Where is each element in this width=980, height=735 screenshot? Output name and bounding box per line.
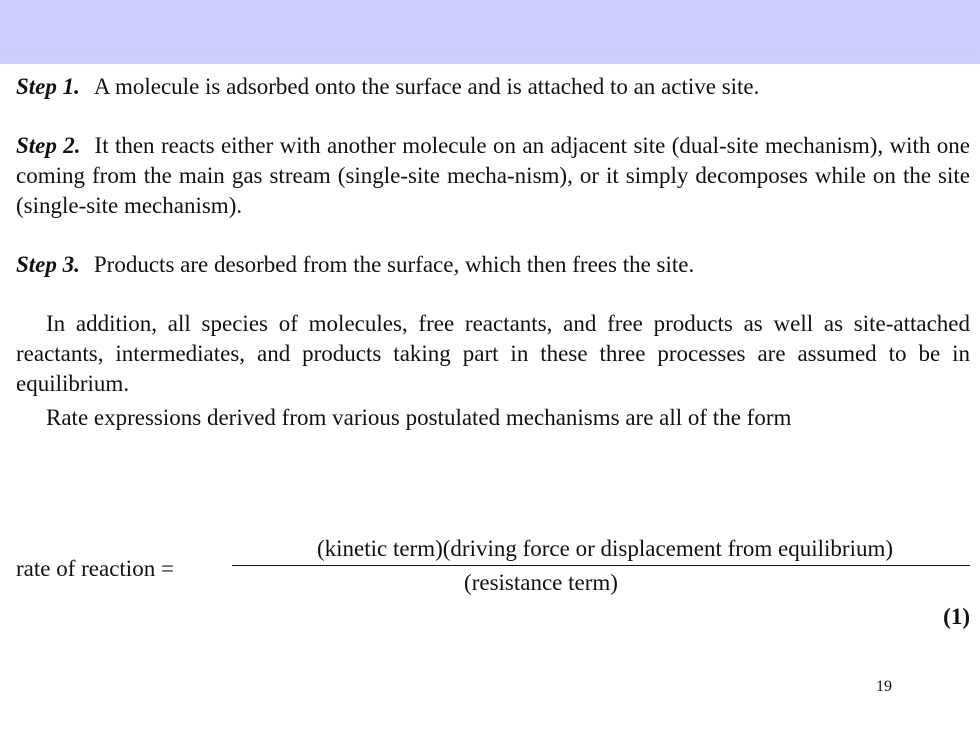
fraction-bar <box>232 565 970 566</box>
rate-expression-paragraph: Rate expressions derived from various postulated mechanisms are all of the form <box>46 405 792 430</box>
step-2-label: Step 2. <box>16 133 81 158</box>
equation-number: (1) <box>943 604 970 629</box>
step-1-text: A molecule is adsorbed onto the surface and is attached to an active site. <box>93 74 760 99</box>
equation-denominator: (resistance term) <box>464 570 618 595</box>
equation-numerator: (kinetic term)(driving force or displacement from equilibrium) <box>316 536 894 561</box>
step-1-label: Step 1. <box>16 74 80 99</box>
page-number: 19 <box>876 678 892 695</box>
equation-lhs: rate of reaction = <box>16 556 174 581</box>
rate-equation <box>16 534 970 604</box>
header-band <box>0 0 980 64</box>
equation-fraction <box>232 534 970 597</box>
slide-content <box>16 72 970 433</box>
step-1 <box>16 72 970 102</box>
step-2 <box>16 131 970 221</box>
step-2-text: It then reacts either with another molecule on an adjacent site (dual-site mechanism), with one coming from the main gas stream (single-site mecha-nism), or it simply decomposes while on the site (single-site mechanism). <box>16 133 971 218</box>
step-3-text: Products are desorbed from the surface, which then frees the site. <box>93 252 695 277</box>
equilibrium-paragraph: In addition, all species of molecules, free reactants, and free products as well as site-attached reactants, intermediates, and products taking part in these three processes are assumed to be in equilibrium. <box>16 311 970 396</box>
step-3-label: Step 3. <box>16 252 80 277</box>
step-3 <box>16 250 970 280</box>
